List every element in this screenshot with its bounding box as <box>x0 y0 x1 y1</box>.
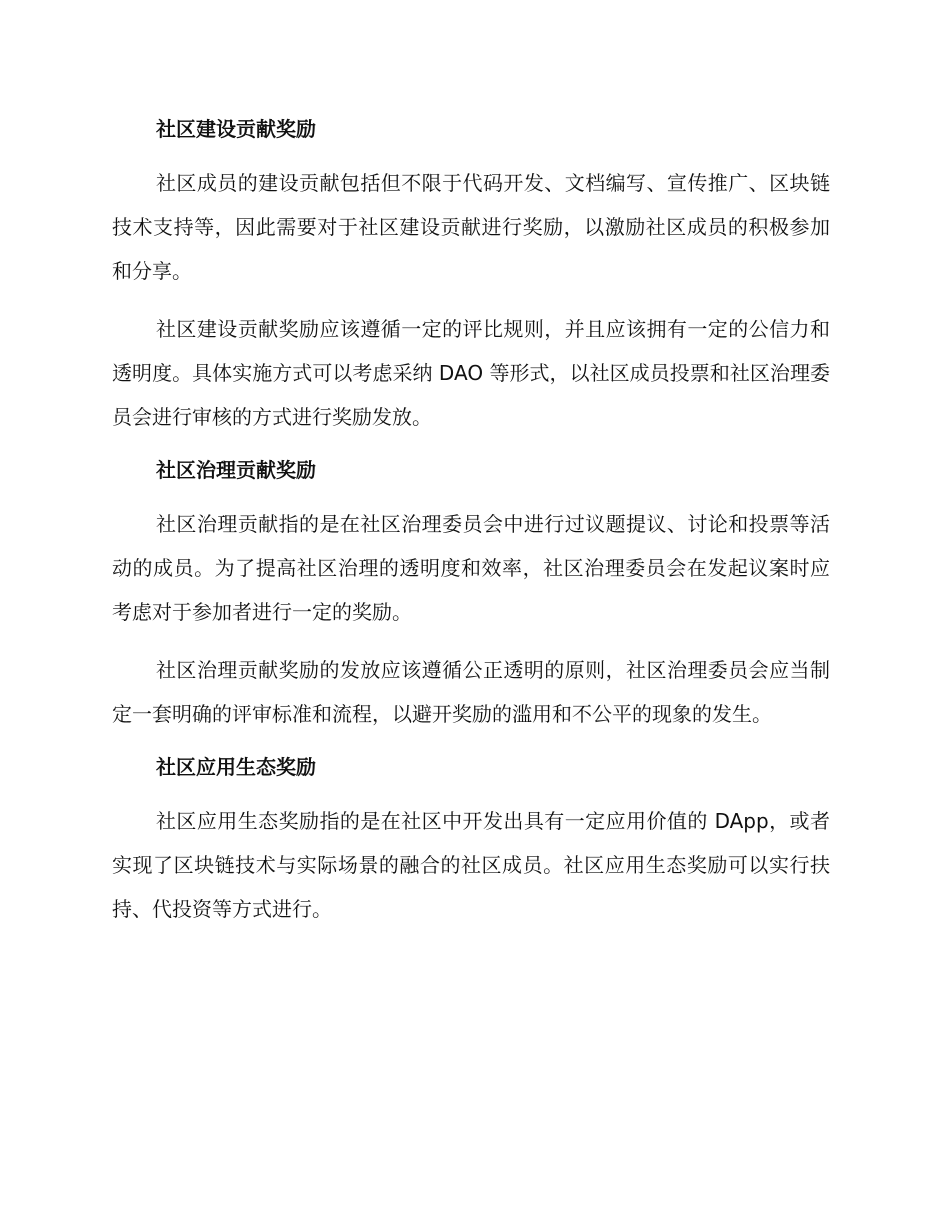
body-paragraph: 社区成员的建设贡献包括但不限于代码开发、文档编写、宣传推广、区块链技术支持等，因此需要对于社区建设贡献进行奖励，以激励社区成员的积极参加和分享。 <box>112 171 830 283</box>
body-paragraph: 社区应用生态奖励指的是在社区中开发出具有一定应用价值的 DApp，或者实现了区块链技术与实际场景的融合的社区成员。社区应用生态奖励可以实行扶持、代投资等方式进行。 <box>112 809 830 921</box>
section-heading: 社区治理贡献奖励 <box>156 458 316 482</box>
body-paragraph: 社区治理贡献奖励的发放应该遵循公正透明的原则，社区治理委员会应当制定一套明确的评审标准和流程，以避开奖励的滥用和不公平的现象的发生。 <box>112 658 830 726</box>
section-heading: 社区应用生态奖励 <box>156 755 316 779</box>
body-paragraph: 社区治理贡献指的是在社区治理委员会中进行过议题提议、讨论和投票等活动的成员。为了提高社区治理的透明度和效率，社区治理委员会在发起议案时应考虑对于参加者进行一定的奖励。 <box>112 512 830 624</box>
section-heading: 社区建设贡献奖励 <box>156 117 316 141</box>
body-paragraph: 社区建设贡献奖励应该遵循一定的评比规则，并且应该拥有一定的公信力和透明度。具体实施方式可以考虑采纳 DAO 等形式，以社区成员投票和社区治理委员会进行审核的方式进行奖励发放。 <box>112 317 830 429</box>
document-page <box>112 112 830 931</box>
